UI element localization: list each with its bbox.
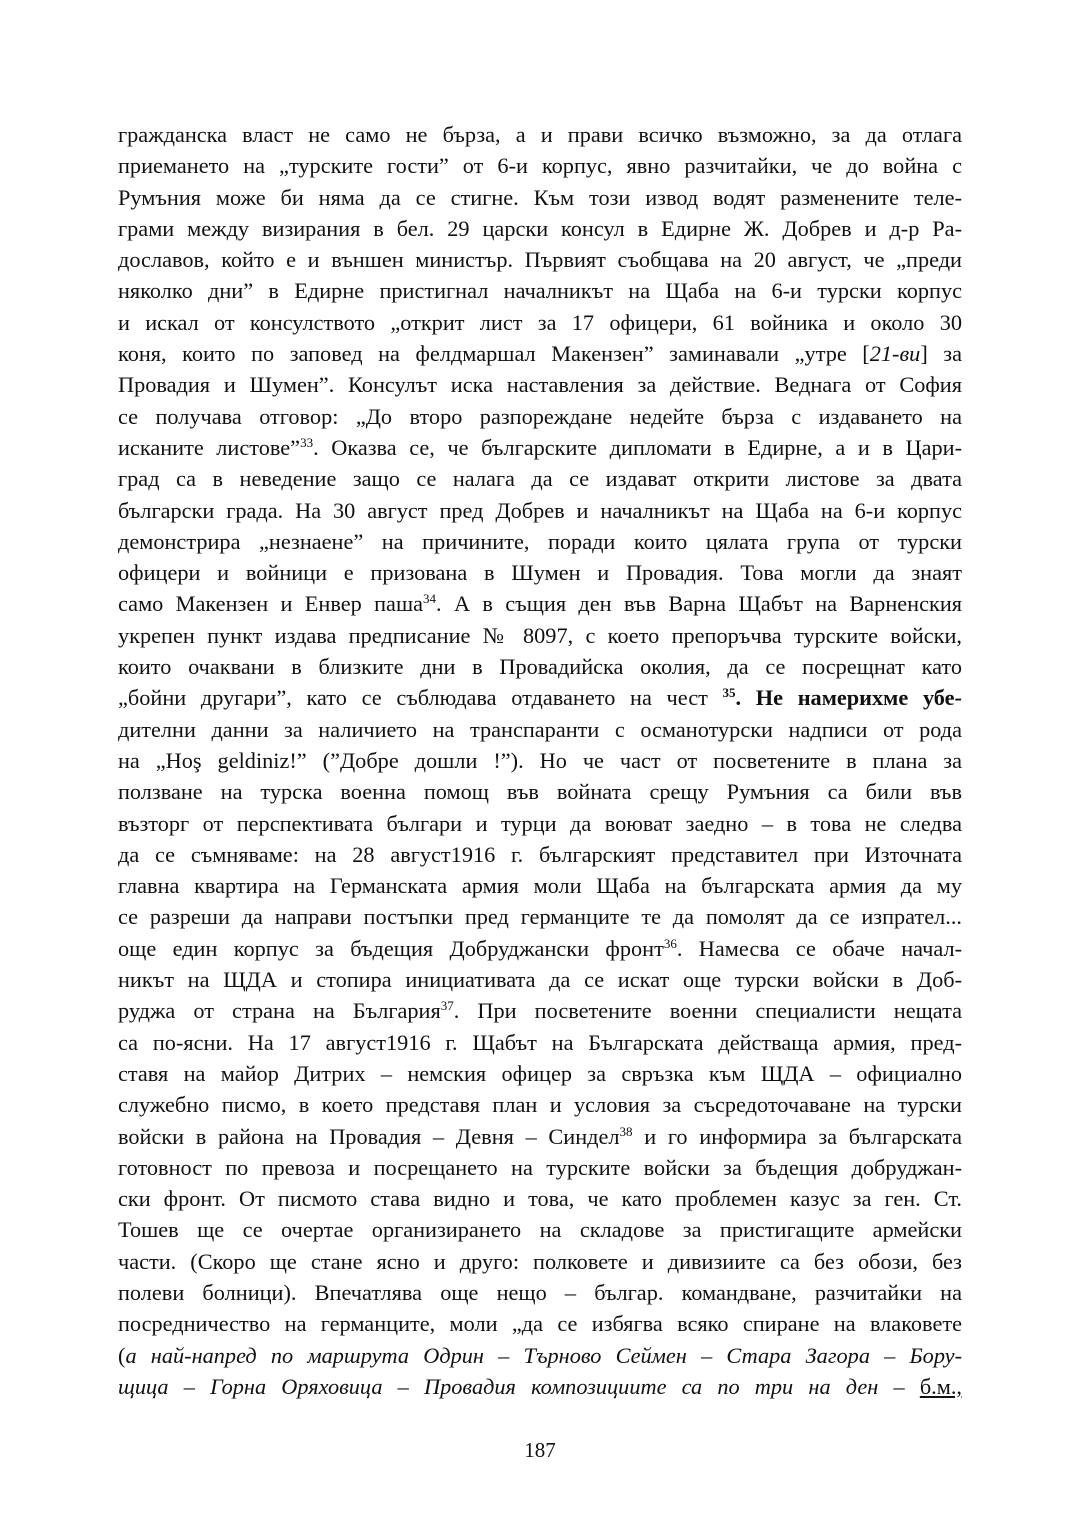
footnote-ref: 34 (423, 591, 437, 607)
text-line: които очаквани в близките дни в Провадийска околия, да се посрещнат като (118, 654, 962, 680)
text-line: Тошев ще се очертае организирането на складове за пристигащите армейски (118, 1217, 962, 1243)
footnote-ref: 36 (663, 935, 677, 951)
text-line: посредничество на германците, моли „да се избягва всяко спиране на влаковете (118, 1311, 962, 1337)
text-line: руджа от страна на България$^{37}$. При посветените военни специалисти нещата (118, 998, 962, 1024)
text-line: приемането на „турските гости” от 6-и корпус, явно разчитайки, че до война с (118, 153, 962, 179)
text-line (118, 1371, 962, 1402)
body-text (118, 119, 962, 1402)
text-line: се разреши да направи постъпки пред германците те да помолят да се изпрател... (118, 904, 962, 930)
text-line: войски в района на Провадия – Девня – Синдел$^{38}$ и го информира за българската (118, 1123, 962, 1149)
text-line: дителни данни за наличието на транспаранти с османотурски надписи от рода (118, 716, 962, 742)
footnote-ref: 35 (722, 685, 736, 701)
text-line: никът на ЩДА и стопира инициативата да се искат още турски войски в Доб- (118, 967, 962, 993)
text-line: са по-ясни. На 17 август1916 г. Щабът на Българската действаща армия, пред- (118, 1029, 962, 1055)
italic-route: а най-напред по маршрута Одрин – Търново Сеймен – Стара Загора – Бору- (125, 1342, 962, 1368)
page-number: 187 (524, 1438, 556, 1462)
text-line: град са в неведение защо се налага да се издават открити листове за двата (118, 466, 962, 492)
text-line: укрепен пункт издава предписание № 8097, с което препоръчва турските войски, (118, 622, 962, 648)
text-line: служебно писмо, в което представя план и условия за съсредоточаване на турски (118, 1092, 962, 1118)
text-line: само Макензен и Енвер паша$^{34}$. А в същия ден във Варна Щабът на Варненския (118, 591, 963, 617)
text-line: „бойни другари”, като се съблюдава отдаването на чест $^{35}$. Не намерихме убе- (118, 685, 962, 711)
text-line: гражданска власт не само не бърза, а и прави всичко възможно, за да отлага (118, 122, 962, 147)
text-line: ски фронт. От писмото става видно и това, че като проблемен казус за ген. Ст. (118, 1186, 962, 1212)
text-line: няколко дни” в Едирне пристигнал началникът на Щаба на 6-и турски корпус (118, 278, 962, 304)
text-line: още един корпус за бъдещия Добруджански фронт$^{36}$. Намесва се обаче начал- (118, 935, 962, 961)
footnote-ref: 33 (300, 434, 314, 450)
text-line: и искал от консулството „открит лист за 17 офицери, 61 войника и около 30 (118, 309, 962, 335)
text-line: възторг от перспективата българи и турци да воюват заедно – в това не следва (118, 810, 962, 836)
text-line: се получава отговор: „До второ разпореждане недейте бърза с издаването на (118, 403, 962, 429)
text-line: български града. На 30 август пред Добрев и началникът на Щаба на 6-и корпус (118, 497, 962, 523)
footnote-ref: 37 (440, 998, 454, 1014)
text-line: (а най-напред по маршрута Одрин – Търново Сеймен – Стара Загора – Бору- (118, 1342, 962, 1368)
text-line: да се съмняваме: на 28 август1916 г. българският представител при Източната (118, 841, 962, 867)
text-line: исканите листове”$^{33}$. Оказва се, че българските дипломати в Едирне, а и в Цари- (118, 434, 963, 460)
italic-route: щица – Горна Оряховица – Провадия композициите са по три на ден – (118, 1373, 920, 1399)
text-line: коня, които по заповед на фелдмаршал Макензен” заминавали „утре [21-ви] за (118, 341, 962, 367)
text-line: главна квартира на Германската армия моли Щаба на българската армия да му (118, 873, 962, 899)
footnote-ref: 38 (619, 1123, 633, 1139)
text-line: демонстрира „незнаене” на причините, поради които цялата група от турски (118, 528, 962, 554)
text-line: полеви болници). Впечатлява още нещо – българ. командване, разчитайки на (118, 1279, 962, 1305)
text-line: дославов, който е и външен министър. Първият съобщава на 20 август, че „преди (118, 247, 962, 273)
text-line: ставя на майор Дитрих – немския офицер за свръзка към ЩДА – официално (118, 1060, 962, 1086)
text-line: офицери и войници е призована в Шумен и Провадия. Това могли да знаят (118, 560, 962, 586)
text-line: на „Hoş geldiniz!” (”Добре дошли !”). Но че част от посветените в плана за (118, 747, 962, 773)
underlined-abbrev: б.м., (919, 1373, 962, 1399)
text-line: готовност по превоза и посрещането на турските войски за бъдещия добруджан- (118, 1154, 962, 1180)
text-line: ползване на турска военна помощ във войната срещу Румъния са били във (118, 779, 962, 805)
text-line: Румъния може би няма да се стигне. Към този извод водят разменените теле- (118, 184, 962, 210)
italic-date: 21-ви (869, 341, 921, 367)
text-line: грами между визирания в бел. 29 царски консул в Едирне Ж. Добрев и д-р Ра- (118, 215, 962, 241)
text-line: части. (Скоро ще стане ясно и друго: полковете и дивизиите са без обози, без (118, 1248, 962, 1274)
text-line: Провадия и Шумен”. Консулът иска наставления за действие. Веднага от София (118, 372, 962, 398)
